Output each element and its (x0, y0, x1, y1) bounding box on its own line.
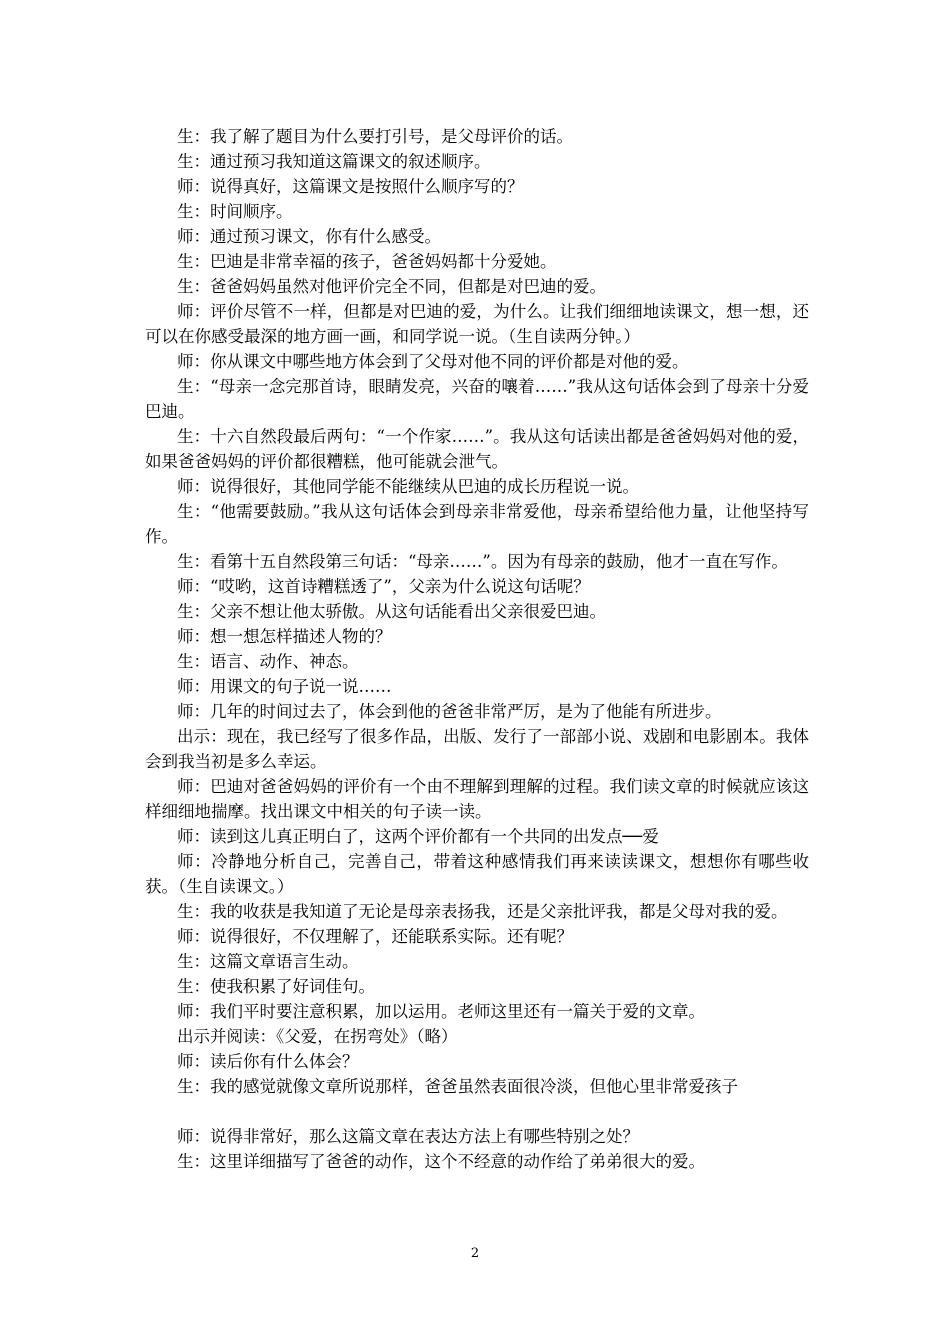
paragraph: 生：十六自然段最后两句：“一个作家……”。我从这句话读出都是爸爸妈妈对他的爱，如果爸爸妈妈的评价都很糟糕，他可能就会泄气。 (145, 427, 809, 471)
paragraph: 生：这篇文章语言生动。 (177, 952, 359, 971)
paragraph: 师：几年的时间过去了，体会到他的爸爸非常严厉，是为了他能有所进步。 (177, 702, 722, 721)
paragraph: 生：巴迪是非常幸福的孩子，爸爸妈妈都十分爱她。 (177, 252, 557, 271)
paragraph: 生：父亲不想让他太骄傲。从这句话能看出父亲很爱巴迪。 (177, 602, 606, 621)
paragraph: 生：使我积累了好词佳句。 (177, 977, 375, 996)
paragraph: 生：我的收获是我知道了无论是母亲表扬我，还是父亲批评我，都是父母对我的爱。 (177, 902, 788, 921)
paragraph: 师：说得真好，这篇课文是按照什么顺序写的？ (177, 177, 524, 196)
paragraph: 出示并阅读：《父爱，在拐弯处》（略） (177, 1027, 458, 1046)
paragraph: 师：冷静地分析自己，完善自己，带着这种感情我们再来读读课文，想想你有哪些收获。（生自读课文。） (145, 852, 809, 896)
paragraph: 师：想一想怎样描述人物的？ (177, 627, 392, 646)
paragraph: 生：通过预习我知道这篇课文的叙述顺序。 (177, 152, 491, 171)
document-body (145, 124, 809, 1174)
paragraph: 师：说得非常好，那么这篇文章在表达方法上有哪些特别之处？ (177, 1127, 639, 1146)
paragraph: 生：看第十五自然段第三句话：“母亲……”。因为有母亲的鼓励，他才一直在写作。 (177, 552, 788, 571)
paragraph: 师：说得很好，不仅理解了，还能联系实际。还有呢？ (177, 927, 573, 946)
paragraph: 出示：现在，我已经写了很多作品，出版、发行了一部部小说、戏剧和电影剧本。我体会到我当初是多么幸运。 (145, 727, 809, 771)
paragraph: 生：语言、动作、神态。 (177, 652, 359, 671)
paragraph: 师：“哎哟，这首诗糟糕透了”，父亲为什么说这句话呢？ (177, 577, 590, 596)
paragraph: 师：巴迪对爸爸妈妈的评价有一个由不理解到理解的过程。我们读文章的时候就应该这样细细地揣摩。找出课文中相关的句子读一读。 (145, 777, 809, 821)
paragraph: 生：时间顺序。 (177, 202, 293, 221)
page-number: 2 (470, 1246, 480, 1261)
paragraph: 生：我的感觉就像文章所说那样，爸爸虽然表面很冷淡，但他心里非常爱孩子 (177, 1077, 738, 1096)
paragraph: 师：我们平时要注意积累，加以运用。老师这里还有一篇关于爱的文章。 (177, 1002, 705, 1021)
paragraph: 生：这里详细描写了爸爸的动作，这个不经意的动作给了弟弟很大的爱。 (177, 1152, 705, 1171)
paragraph: 师：用课文的句子说一说…… (177, 677, 392, 696)
paragraph: 师：读后你有什么体会？ (177, 1052, 359, 1071)
paragraph: 师：读到这儿真正明白了，这两个评价都有一个共同的出发点──爱 (177, 827, 659, 846)
paragraph: 师：你从课文中哪些地方体会到了父母对他不同的评价都是对他的爱。 (177, 352, 689, 371)
paragraph: 师：说得很好，其他同学能不能继续从巴迪的成长历程说一说。 (177, 477, 639, 496)
paragraph: 生：“他需要鼓励。”我从这句话体会到母亲非常爱他，母亲希望给他力量，让他坚持写作。 (145, 502, 809, 546)
paragraph: 师：评价尽管不一样，但都是对巴迪的爱，为什么。让我们细细地读课文，想一想，还可以在你感受最深的地方画一画，和同学说一说。（生自读两分钟。） (145, 302, 809, 346)
paragraph: 生：我了解了题目为什么要打引号，是父母评价的话。 (177, 127, 573, 146)
paragraph: 生：“母亲一念完那首诗，眼睛发亮，兴奋的嚷着……”我从这句话体会到了母亲十分爱巴迪。 (145, 377, 809, 421)
paragraph: 生：爸爸妈妈虽然对他评价完全不同，但都是对巴迪的爱。 (177, 277, 606, 296)
paragraph: 师：通过预习课文，你有什么感受。 (177, 227, 441, 246)
blank-line (145, 1099, 809, 1124)
